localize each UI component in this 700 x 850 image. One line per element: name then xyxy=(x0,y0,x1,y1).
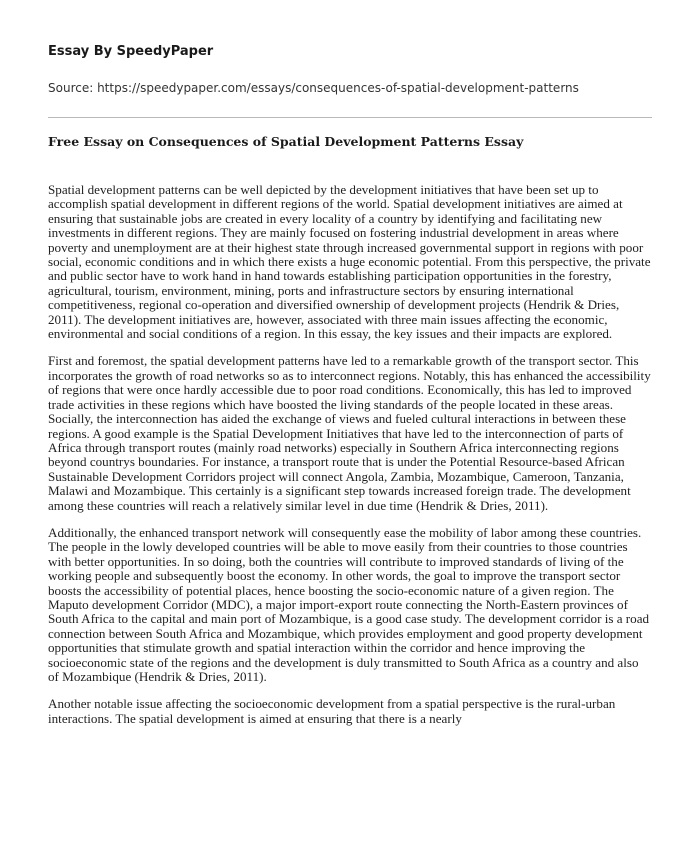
header-divider xyxy=(48,117,652,118)
essay-title: Free Essay on Consequences of Spatial Development Patterns Essay xyxy=(48,134,524,149)
source-line: Source: https://speedypaper.com/essays/consequences-of-spatial-development-patterns xyxy=(48,81,579,95)
essay-paragraph-3: Additionally, the enhanced transport network will consequently ease the mobility of labor among these countries. The people in the lowly developed countries will be able to move easily from their countries to those countries with better opportunities. In so doing, both the countries will contribute to improved standards of living of the working people and subsequently boost the economy. In other words, the goal to improve the transport sector boosts the accessibility of potential places, hence boosting the socio-economic nature of a given region. The Maputo development Corridor (MDC), a major import-export route connecting the North-Eastern provinces of South Africa to the capital and main port of Mozambique, is a good case study. The development corridor is a road connection between South Africa and Mozambique, which provides employment and good property development opportunities that stimulate growth and spatial interaction within the corridor and hence improving the socioeconomic state of the regions and the development is duly transmitted to South Africa as a country and also of Mozambique (Hendrik & Dries, 2011). xyxy=(48,524,650,684)
essay-paragraph-1: Spatial development patterns can be well depicted by the development initiatives that have been set up to accomplish spatial development in different regions of the world. Spatial development initiatives are aimed at ensuring that sustainable jobs are created in every locality of a country by identifying and facilitating new investments in different regions. They are mainly focused on fostering industrial development in areas where poverty and unemployment are at their highest state through increased governmental support in regions with poor social, economic conditions and in which there exists a huge economic potential. From this perspective, the private and public sector have to work hand in hand towards establishing participation opportunities in the forestry, agricultural, tourism, environment, mining, ports and infrastructure sectors by ensuring international competitiveness, regional co-operation and diversified ownership of development projects (Hendrik & Dries, 2011). The development initiatives are, however, associated with three main issues affecting the economic, environmental and social conditions of a region. In this essay, the key issues and their impacts are explored. xyxy=(48,182,651,342)
brand-title: Essay By SpeedyPaper xyxy=(48,44,214,59)
essay-paragraph-2: First and foremost, the spatial development patterns have led to a remarkable growth of the transport sector. This incorporates the growth of road networks so as to interconnect regions. Notably, this has enhanced the accessibility of regions that were once hardly accessible due to poor road conditions. Economically, this has led to improved trade activities in these regions which have boosted the living standards of the people located in these areas. Socially, the interconnection has aided the exchange of views and fueled cultural interactions in between these regions. A good example is the Spatial Development Initiatives that have led to the interconnection of parts of Africa through transport routes (mainly road networks) especially in Southern Africa interconnecting regions beyond countrys boundaries. For instance, a transport route that is under the Potential Resource-based African Sustainable Development Corridors project will connect Angola, Zambia, Mozambique, Cameroon, Tanzania, Malawi and Mozambique. This certainly is a significant step towards increased foreign trade. The development among these countries will reach a relatively similar level in due time (Hendrik & Dries, 2011). xyxy=(48,353,651,513)
essay-paragraph-4: Another notable issue affecting the socioeconomic development from a spatial perspective is the rural-urban interactions. The spatial development is aimed at ensuring that there is a nearly xyxy=(48,696,616,726)
